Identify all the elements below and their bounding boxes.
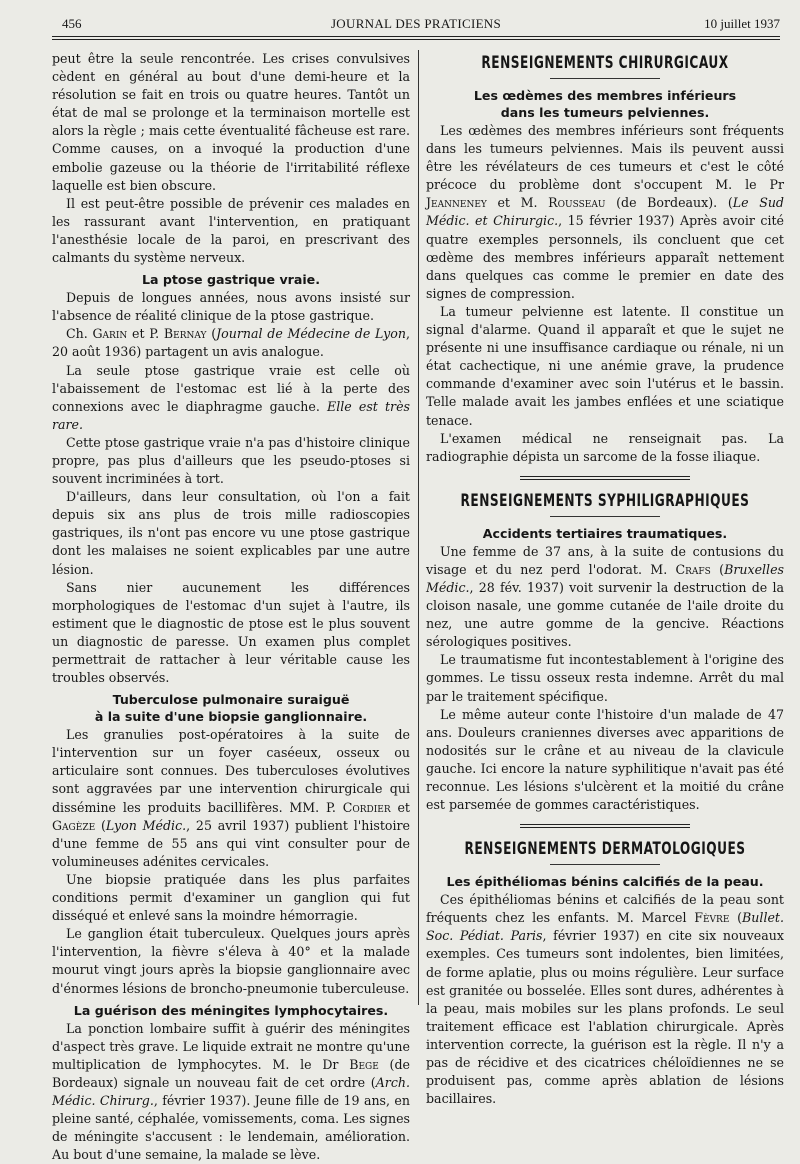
issue-date: 10 juillet 1937	[704, 16, 780, 31]
paragraph: Les œdèmes des membres inférieurs sont fréquents dans les tumeurs pelviennes. Mais ils peuvent aussi être les révélateurs de ces tumeurs et c'est le côté précoce du problème dont s'occupent M. le Pr Jeanneney et M. Rousseau (de Bordeaux). (Le Sud Médic. et Chirurgic., 15 février 1937) Après avoir cité quatre exemples personnels, ils concluent que cet œdème des membres inférieurs apparaît nettement dans quelques cas comme le premier en date des signes de compression.	[426, 123, 784, 301]
paragraph: Cette ptose gastrique vraie n'a pas d'histoire clinique propre, pas plus d'ailleurs que les pseudo-ptoses si souvent incriminées à tort.	[52, 434, 410, 487]
header-rule	[52, 36, 780, 37]
author-name: Crafs	[675, 561, 711, 577]
paragraph: Il est peut-être possible de prévenir ces malades en les rassurant avant l'intervention, en pratiquant l'anesthésie locale de la paroi, en prescrivant des calmants du système nerveux.	[52, 195, 410, 266]
right-column	[426, 50, 784, 1108]
author-name: Cordier	[342, 799, 391, 815]
journal-citation: Arch. Médic. Chirurg.	[52, 1074, 410, 1108]
paragraph: L'examen médical ne renseignait pas. La radiographie dépista un sarcome de la fosse iliaque.	[426, 430, 784, 464]
journal-citation: Bullet. Soc. Pédiat. Paris	[426, 910, 784, 944]
subheading-accidents: Accidents tertiaires traumatiques.	[482, 525, 728, 541]
author-name: Bernay	[163, 326, 207, 342]
page-number: 456	[62, 16, 82, 31]
author-name: Garin	[92, 326, 128, 342]
paragraph: Les granulies post-opératoires à la suite de l'intervention sur un foyer caséeux, osseux ou articulaire sont connues. Des tuberculoses évolutives sont aggravées par une intervention chirurgicale qui dissémine les produits bacillifères. MM. P. Cordier et Gagèze (Lyon Médic., 25 avril 1937) publient l'histoire d'une femme de 55 ans qui vint consulter pour de volumineuses adénites cervicales.	[52, 727, 410, 869]
subheading-oedemes: Les œdèmes des membres inférieurs dans les tumeurs pelviennes.	[473, 88, 737, 120]
journal-citation: Journal de Médecine de Lyon	[216, 326, 406, 342]
author-name: Rousseau	[548, 195, 606, 211]
journal-citation: Lyon Médic.	[105, 817, 187, 833]
left-column	[52, 50, 410, 1164]
author-name: Bege	[349, 1056, 379, 1072]
journal-citation: Le Sud Médic. et Chirurgic.	[426, 195, 784, 229]
heading-rule	[550, 78, 660, 79]
heading-rule	[550, 864, 660, 865]
journal-title: JOURNAL DES PRATICIENS	[330, 16, 502, 31]
paragraph: Le même auteur conte l'histoire d'un malade de 47 ans. Douleurs craniennes diverses avec apparitions de nodosités sur le crâne et au niveau de la clavicule gauche. Ici encore la nature syphilitique n'avait pas été reconnue. Les lésions s'ulcèrent et la moitié du crâne est parsemée de gommes caractéristiques.	[426, 706, 784, 813]
section-heading-chirurgicaux: RENSEIGNEMENTS CHIRURGICAUX	[481, 53, 729, 72]
section-heading-dermatologiques: RENSEIGNEMENTS DERMATOLOGIQUES	[464, 839, 746, 859]
author-name: Jeanneney	[426, 195, 487, 211]
paragraph: La tumeur pelvienne est latente. Il constitue un signal d'alarme. Quand il apparaît et que le sujet ne présente ni une insuffisance cardiaque ou rénale, ni un état cachectique, ni une anémie grave, la prudence commande d'examiner avec soin l'utérus et le bassin. Telle malade avait les jambes enflées et une sciatique tenace.	[426, 303, 784, 428]
paragraph: Le ganglion était tuberculeux. Quelques jours après l'intervention, la fièvre s'éleva à 40° et la malade mourut vingt jours après la biopsie ganglionnaire avec d'énormes lésions de broncho-pneumonie tuberculeuse.	[52, 926, 410, 996]
paragraph: La seule ptose gastrique vraie est celle où l'abaissement de l'estomac est lié à la perte des connexions avec le diaphragme gauche. Elle est très rare.	[52, 362, 410, 432]
author-name: Gagèze	[52, 817, 96, 833]
subheading-epitheliomas: Les épithéliomas bénins calcifiés de la peau.	[446, 874, 764, 890]
paragraph: Ch. Garin et P. Bernay (Journal de Médecine de Lyon, 20 août 1936) partagent un avis analogue.	[52, 326, 410, 360]
section-separator	[426, 824, 784, 830]
paragraph: Le traumatisme fut incontestablement à l'origine des gommes. Le tissu osseux resta indemne. Arrêt du mal par le traitement spécifique.	[426, 652, 784, 704]
heading-rule	[550, 516, 660, 517]
section-separator	[426, 476, 784, 482]
journal-citation: Bruxelles Médic.	[426, 561, 784, 595]
running-header	[52, 16, 780, 34]
paragraph: Une femme de 37 ans, à la suite de contusions du visage et du nez perd l'odorat. M. Crafs (Bruxelles Médic., 28 fév. 1937) voit survenir la destruction de la cloison nasale, une gomme cutanée de l'aile droite du nez, une autre gomme de la gencive. Réactions sérologiques positives.	[426, 543, 784, 650]
subheading-tuberculose: Tuberculose pulmonaire suraiguë à la suite d'une biopsie ganglionnaire.	[94, 692, 368, 725]
paragraph: Ces épithéliomas bénins et calcifiés de la peau sont fréquents chez les enfants. M. Marcel Fèvre (Bullet. Soc. Pédiat. Paris, février 1937) en cite six nouveaux exemples. Ces tumeurs sont indolentes, bien limitées, de forme aplatie, plus ou moins régulière. Leur surface est granitée ou bosselée. Elles sont dures, adhérentes à la peau, mais mobiles sur les plans profonds. Le seul traitement efficace est l'ablation chirurgicale. Après intervention correcte, la guérison est la règle. Il n'y a pas de récidive et des cicatrices chéloïdiennes ne se produisent pas, comme après ablation de lésions bacillaires.	[426, 892, 784, 1107]
paragraph: Sans nier aucunement les différences morphologiques de l'estomac d'un sujet à l'autre, ils estiment que le diagnostic de ptose est le plus souvent un diagnostic de paresse. Un examen plus complet permettrait de rattacher à leur véritable cause les troubles observés.	[52, 579, 410, 686]
emphasis: Elle est très rare.	[52, 398, 410, 432]
paragraph: Une biopsie pratiquée dans les plus parfaites conditions permit d'examiner un ganglion qui fut disséqué et enlevé sans la moindre hémorragie.	[52, 871, 410, 924]
column-divider	[418, 50, 419, 1005]
subheading-ptose: La ptose gastrique vraie.	[141, 272, 321, 288]
section-heading-syphiligraphiques: RENSEIGNEMENTS SYPHILIGRAPHIQUES	[460, 490, 750, 510]
header-rule-thin	[52, 39, 780, 40]
paragraph: peut être la seule rencontrée. Les crises convulsives cèdent en général au bout d'une demi-heure et la résolution se fait en trois ou quatre heures. Tantôt un état de mal se prolonge et la terminaison mortelle est alors la règle ; mais cette éventualité fâcheuse est rare. Comme causes, on a invoqué la production d'une embolie gazeuse ou la théorie de l'irritabilité réflexe laquelle est bien obscure.	[52, 51, 410, 193]
paragraph: Depuis de longues années, nous avons insisté sur l'absence de réalité clinique de la ptose gastrique.	[52, 290, 410, 324]
subheading-meningites: La guérison des méningites lymphocytaires.	[73, 1002, 389, 1018]
author-name: Fèvre	[694, 910, 730, 926]
paragraph: La ponction lombaire suffit à guérir des méningites d'aspect très grave. Le liquide extrait ne montre qu'une multiplication de lymphocytes. M. le Dr Bege (de Bordeaux) signale un nouveau fait de cet ordre (Arch. Médic. Chirurg., février 1937). Jeune fille de 19 ans, en pleine santé, céphalée, vomissements, coma. Les signes de méningite s'accusent : le lendemain, amélioration. Au bout d'une semaine, la malade se lève.	[52, 1020, 410, 1163]
paragraph: D'ailleurs, dans leur consultation, où l'on a fait depuis six ans plus de trois mille radioscopies gastriques, ils n'ont pas encore vu une ptose gastrique dont les malaises ne soient explicables par une autre lésion.	[52, 489, 410, 577]
